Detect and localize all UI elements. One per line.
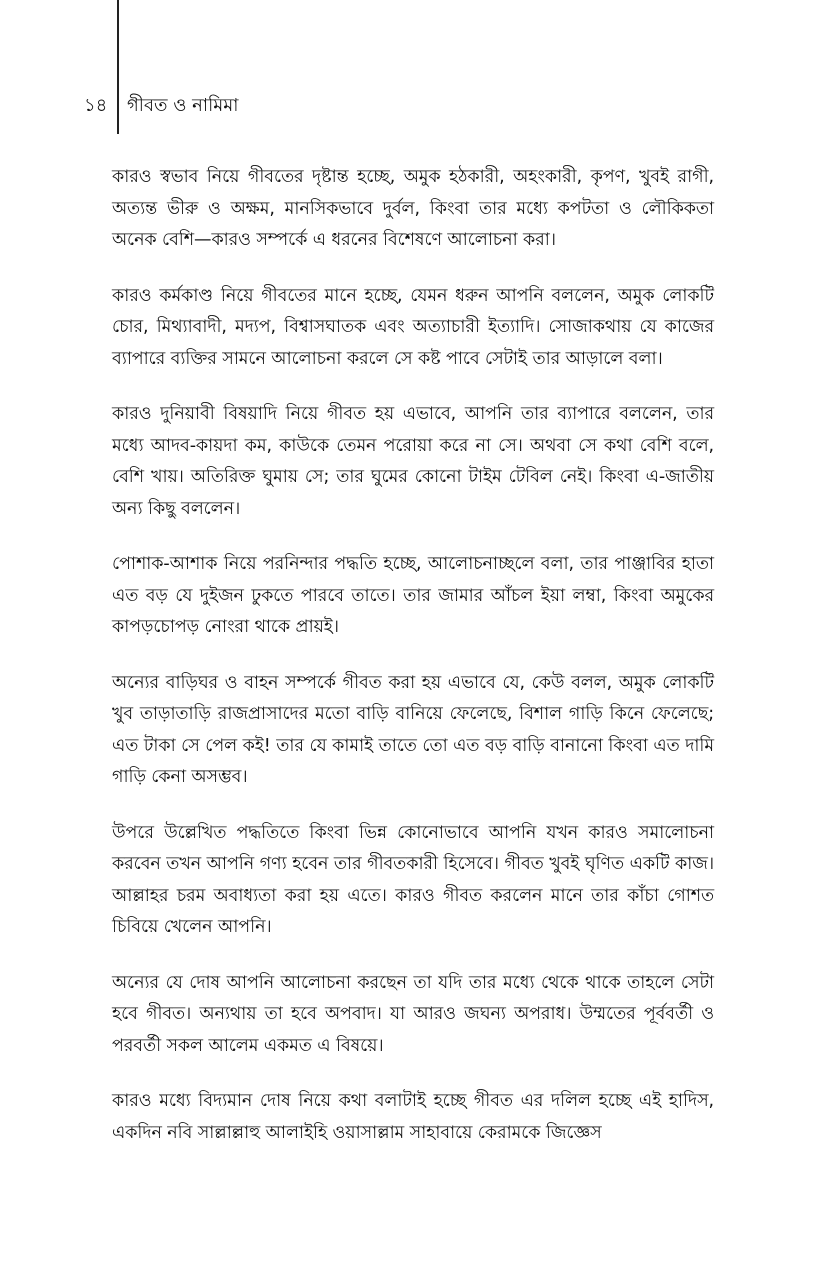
page-body xyxy=(112,162,714,1173)
paragraph-3: কারও দুনিয়াবী বিষয়াদি নিয়ে গীবত হয় এভাবে, আপনি তার ব্যাপারে বললেন, তার মধ্যে আদব-কায়দা কম, কাউকে তেমন পরোয়া করে না সে। অথবা সে কথা বেশি বলে, বেশি খায়। অতিরিক্ত ঘুমায় সে; তার ঘুমের কোনো টাইম টেবিল নেই। কিংবা এ-জাতীয় অন্য কিছু বললেন। xyxy=(112,404,714,519)
page-number: ১৪ xyxy=(84,95,108,116)
paragraph-7: অন্যের যে দোষ আপনি আলোচনা করছেন তা যদি তার মধ্যে থেকে থাকে তাহলে সেটা হবে গীবত। অন্যথায় তা হবে অপবাদ। যা আরও জঘন্য অপরাধ। উম্মতের পূর্ববর্তী ও পরবর্তী সকল আলেম একমত এ বিষয়ে। xyxy=(112,972,714,1056)
paragraph-4: পোশাক-আশাক নিয়ে পরনিন্দার পদ্ধতি হচ্ছে, আলোচনাচ্ছলে বলা, তার পাঞ্জাবির হাতা এত বড় যে দুইজন ঢুকতে পারবে তাতে। তার জামার আঁচল ইয়া লম্বা, কিংবা অমুকের কাপড়চোপড় নোংরা থাকে প্রায়ই। xyxy=(112,554,714,637)
paragraph-8: কারও মধ্যে বিদ্যমান দোষ নিয়ে কথা বলাটাই হচ্ছে গীবত এর দলিল হচ্ছে এই হাদিস, একদিন নবি সাল্লাল্লাহু আলাইহি ওয়াসাল্লাম সাহাবায়ে কেরামকে জিজ্ঞেস xyxy=(112,1091,714,1143)
paragraph-2: কারও কর্মকাণ্ড নিয়ে গীবতের মানে হচ্ছে, যেমন ধরুন আপনি বললেন, অমুক লোকটি চোর, মিথ্যাবাদী, মদ্যপ, বিশ্বাসঘাতক এবং অত্যাচারী ইত্যাদি। সোজাকথায় যে কাজের ব্যাপারে ব্যক্তির সামনে আলোচনা করলে সে কষ্ট পাবে সেটাই তার আড়ালে বলা। xyxy=(112,285,714,369)
header-vertical-rule xyxy=(117,0,119,134)
paragraph-6: উপরে উল্লেখিত পদ্ধতিতে কিংবা ভিন্ন কোনোভাবে আপনি যখন কারও সমালোচনা করবেন তখন আপনি গণ্য হবেন তার গীবতকারী হিসেবে। গীবত খুবই ঘৃণিত একটি কাজ। আল্লাহর চরম অবাধ্যতা করা হয় এতে। কারও গীবত করলেন মানে তার কাঁচা গোশত চিবিয়ে খেলেন আপনি। xyxy=(112,822,714,937)
paragraph-5: অন্যের বাড়িঘর ও বাহন সম্পর্কে গীবত করা হয় এভাবে যে, কেউ বলল, অমুক লোকটি খুব তাড়াতাড়ি রাজপ্রাসাদের মতো বাড়ি বানিয়ে ফেলেছে, বিশাল গাড়ি কিনে ফেলেছে; এত টাকা সে পেল কই! তার যে কামাই তাতে তো এত বড় বাড়ি বানানো কিংবা এত দামি গাড়ি কেনা অসম্ভব। xyxy=(112,672,714,787)
paragraph-1: কারও স্বভাব নিয়ে গীবতের দৃষ্টান্ত হচ্ছে, অমুক হঠকারী, অহংকারী, কৃপণ, খুবই রাগী, অত্যন্ত ভীরু ও অক্ষম, মানসিকভাবে দুর্বল, কিংবা তার মধ্যে কপটতা ও লৌকিকতা অনেক বেশি—কারও সম্পর্কে এ ধরনের বিশেষণে আলোচনা করা। xyxy=(112,167,714,250)
book-title: গীবত ও নামিমা xyxy=(127,95,239,116)
